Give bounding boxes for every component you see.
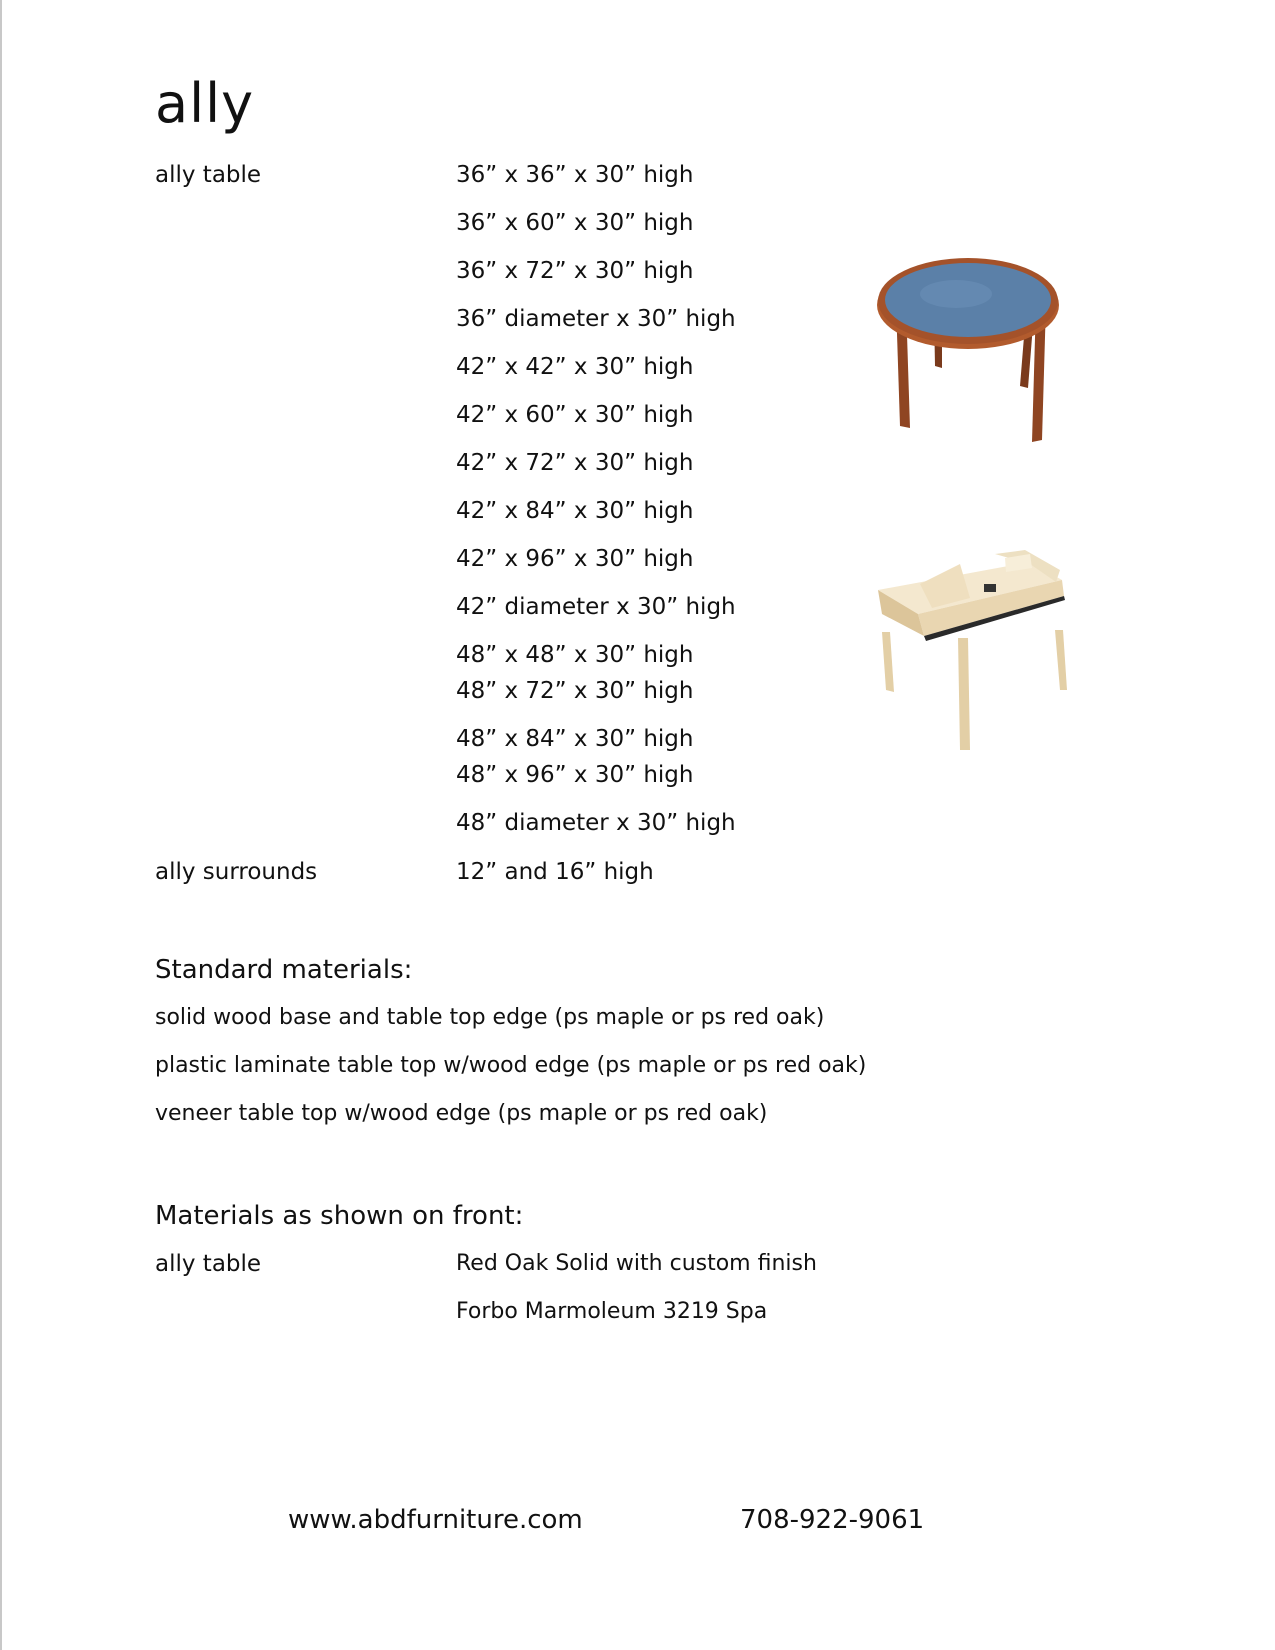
size-row: 42” diameter x 30” high <box>456 594 736 620</box>
shown-materials-heading: Materials as shown on front: <box>155 1201 524 1231</box>
shown-material-item: Forbo Marmoleum 3219 Spa <box>456 1299 768 1324</box>
standard-material-line: solid wood base and table top edge (ps maple or ps red oak) <box>155 1005 825 1030</box>
size-row: 48” x 84” x 30” high <box>456 726 694 752</box>
surrounds-value: 12” and 16” high <box>456 859 654 885</box>
size-row: 48” diameter x 30” high <box>456 810 736 836</box>
standard-materials-heading: Standard materials: <box>155 955 413 985</box>
size-row: 48” x 96” x 30” high <box>456 762 694 788</box>
phone-number: 708-922-9061 <box>740 1505 925 1535</box>
shown-material-item: Red Oak Solid with custom finish <box>456 1251 817 1276</box>
size-row: 36” diameter x 30” high <box>456 306 736 332</box>
size-row: 36” x 72” x 30” high <box>456 258 694 284</box>
size-row: 36” x 60” x 30” high <box>456 210 694 236</box>
round-table-image <box>848 228 1088 458</box>
size-row: 42” x 72” x 30” high <box>456 450 694 476</box>
size-row: 48” x 48” x 30” high <box>456 642 694 668</box>
standard-material-line: veneer table top w/wood edge (ps maple or ps red oak) <box>155 1101 768 1126</box>
size-row: 42” x 96” x 30” high <box>456 546 694 572</box>
table-label: ally table <box>155 162 262 188</box>
shown-materials-label: ally table <box>155 1251 262 1277</box>
size-row: 42” x 84” x 30” high <box>456 498 694 524</box>
standard-material-line: plastic laminate table top w/wood edge (ps maple or ps red oak) <box>155 1053 867 1078</box>
website-link[interactable]: www.abdfurniture.com <box>288 1505 583 1535</box>
surrounds-label: ally surrounds <box>155 859 318 885</box>
size-row: 36” x 36” x 30” high <box>456 162 694 188</box>
page-edge <box>0 0 2 1650</box>
size-row: 42” x 42” x 30” high <box>456 354 694 380</box>
size-row: 48” x 72” x 30” high <box>456 678 694 704</box>
size-row: 42” x 60” x 30” high <box>456 402 694 428</box>
maple-table-image <box>820 510 1120 780</box>
page-title: ally <box>155 72 255 135</box>
